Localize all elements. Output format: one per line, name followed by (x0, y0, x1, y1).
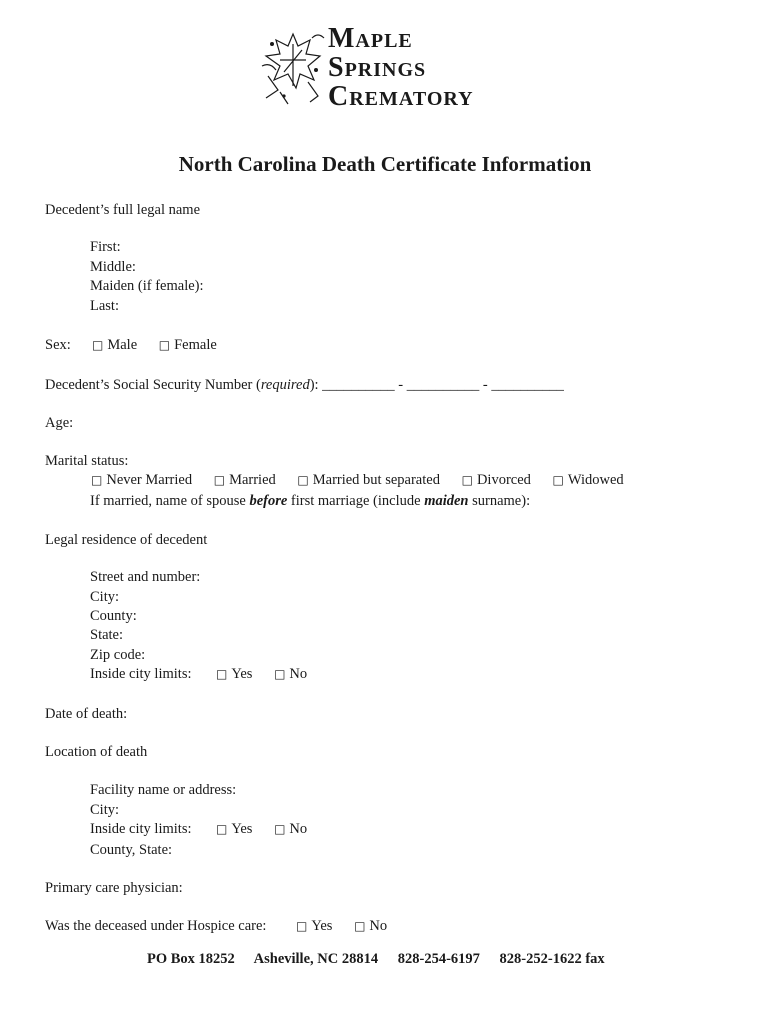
residence-county-label: County: (90, 608, 137, 624)
logo-line-maple: Maple (328, 23, 413, 54)
ssn-label: Decedent’s Social Security Number (required): __________ - __________ - __________ (45, 377, 564, 393)
sex-label: Sex: (45, 337, 71, 353)
marital-option-widowed[interactable]: □ Widowed (552, 472, 624, 488)
checkbox-icon[interactable]: □ (552, 473, 564, 487)
checkbox-icon[interactable]: □ (274, 667, 286, 681)
last-name-label: Last: (90, 298, 119, 314)
marital-option-divorced[interactable]: □ Divorced (461, 472, 531, 488)
zip-code-label: Zip code: (90, 647, 146, 663)
maple-leaf-logo-icon (258, 26, 328, 106)
street-label: Street and number: (90, 569, 201, 585)
checkbox-icon[interactable]: □ (297, 473, 309, 487)
hospice-options (296, 917, 405, 935)
checkbox-icon[interactable]: □ (296, 919, 308, 933)
sex-options (92, 336, 235, 354)
first-name-label: First: (90, 239, 121, 255)
date-of-death-label: Date of death: (45, 706, 128, 722)
county-state-label: County, State: (90, 842, 173, 858)
residence-city-limits-label: Inside city limits: (90, 666, 192, 682)
footer-fax: 828-252-1622 fax (499, 951, 605, 967)
residence-option-yes[interactable]: □ Yes (216, 666, 253, 682)
sex-option-male[interactable]: □ Male (92, 337, 138, 353)
hospice-option-yes[interactable]: □ Yes (296, 918, 333, 934)
logo-line-springs: Springs (328, 52, 427, 83)
maiden-name-label: Maiden (if female): (90, 278, 204, 294)
spouse-name-label: If married, name of spouse before first marriage (include maiden surname): (90, 493, 531, 509)
location-city-label: City: (90, 802, 120, 818)
logo-wordmark (328, 24, 474, 111)
location-heading: Location of death (45, 744, 148, 760)
sex-option-female[interactable]: □ Female (158, 337, 217, 353)
location-option-no[interactable]: □ No (274, 821, 308, 837)
name-heading: Decedent’s full legal name (45, 202, 201, 218)
checkbox-icon[interactable]: □ (274, 822, 286, 836)
checkbox-icon[interactable]: □ (354, 919, 366, 933)
residence-state-label: State: (90, 627, 124, 643)
crematory-logo (258, 24, 518, 110)
checkbox-icon[interactable]: □ (91, 473, 103, 487)
residence-city-label: City: (90, 589, 120, 605)
facility-label: Facility name or address: (90, 782, 237, 798)
footer-po-box: PO Box 18252 (147, 951, 235, 967)
page-title: North Carolina Death Certificate Information (178, 152, 592, 176)
checkbox-icon[interactable]: □ (92, 338, 104, 352)
hospice-option-no[interactable]: □ No (354, 918, 388, 934)
middle-name-label: Middle: (90, 259, 136, 275)
marital-option-never-married[interactable]: □ Never Married (91, 472, 193, 488)
footer-contact (147, 951, 621, 968)
marital-options (91, 471, 642, 489)
age-label: Age: (45, 415, 74, 431)
residence-city-limits-options (216, 665, 325, 683)
checkbox-icon[interactable]: □ (158, 338, 171, 352)
footer-phone: 828-254-6197 (397, 951, 480, 967)
hospice-label: Was the deceased under Hospice care: (45, 918, 267, 934)
marital-option-married[interactable]: □ Married (213, 472, 276, 488)
location-option-yes[interactable]: □ Yes (216, 821, 253, 837)
marital-option-separated[interactable]: □ Married but separated (297, 472, 440, 488)
checkbox-icon[interactable]: □ (213, 473, 226, 487)
residence-heading: Legal residence of decedent (45, 532, 208, 548)
location-city-limits-options (216, 820, 325, 838)
residence-option-no[interactable]: □ No (274, 666, 308, 682)
marital-status-label: Marital status: (45, 453, 129, 469)
checkbox-icon[interactable]: □ (216, 822, 228, 836)
physician-label: Primary care physician: (45, 880, 183, 896)
logo-line-crematory: Crematory (328, 81, 474, 112)
location-city-limits-label: Inside city limits: (90, 821, 192, 837)
checkbox-icon[interactable]: □ (216, 667, 228, 681)
footer-city: Asheville, NC 28814 (253, 951, 379, 967)
checkbox-icon[interactable]: □ (461, 473, 473, 487)
